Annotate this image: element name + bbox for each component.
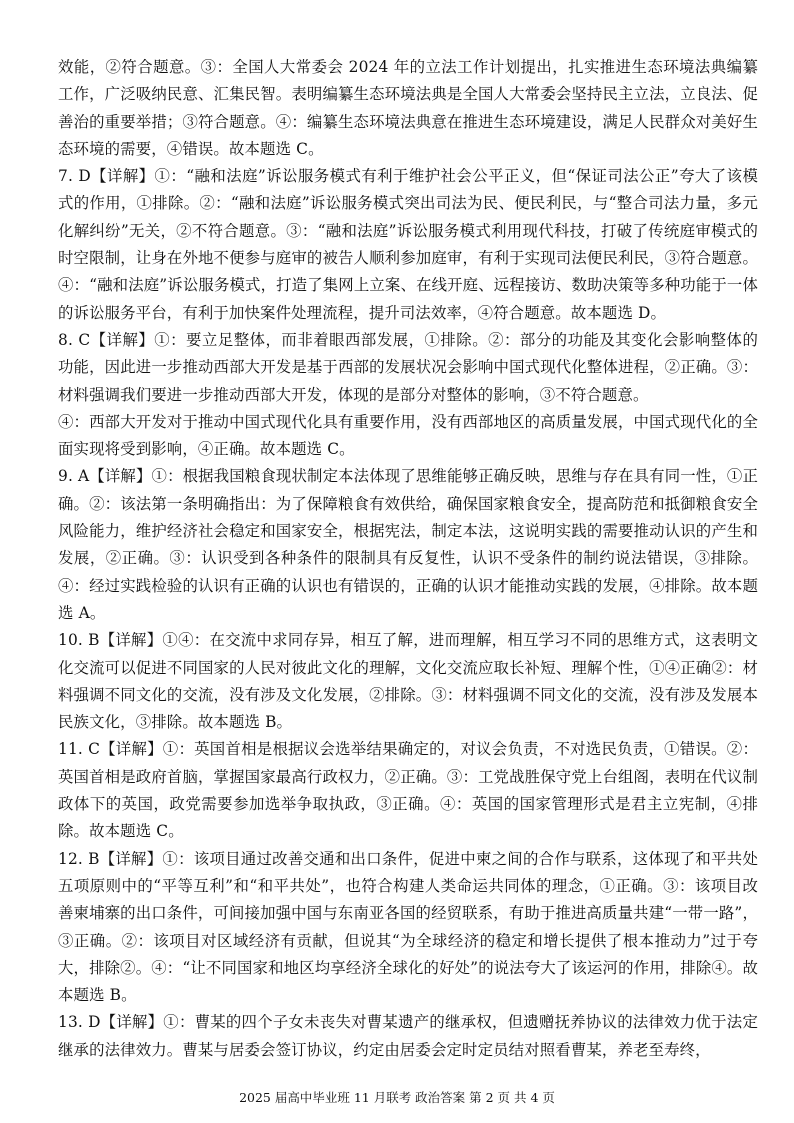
answer-body <box>58 54 758 1064</box>
paragraph-q11: 11. C【详解】①：英国首相是根据议会选举结果确定的，对议会负责，不对选民负责，①错误。②：英国首相是政府首脑，掌握国家最高行政权力，②正确。③：工党战胜保守党上台组阁，表明在代议制政体下的英国，政党需要参加选举争取执政，③正确。④：英国的国家管理形式是君主立宪制，④排除。故本题选 C。 <box>58 740 758 841</box>
paragraph-q8-part4: ④：西部大开发对于推动中国式现代化具有重要作用，没有西部地区的高质量发展，中国式现代化的全面实现将受到影响，④正确。故本题选 C。 <box>58 412 758 459</box>
paragraph-q6-continued: 效能，②符合题意。③：全国人大常委会 2024 年的立法工作计划提出，扎实推进生态环境法典编纂工作，广泛吸纳民意、汇集民智。表明编纂生态环境法典是全国人大常委会坚持民主立法，立良法、促善治的重要举措；③符合题意。④：编纂生态环境法典意在推进生态环境建设，满足人民群众对美好生态环境的需要，④错误。故本题选 C。 <box>58 58 758 158</box>
page-footer: 2025 届高中毕业班 11 月联考 政治答案 第 2 页 共 4 页 <box>239 1090 555 1105</box>
paragraph-q9: 9. A【详解】①：根据我国粮食现状制定本法体现了思维能够正确反映，思维与存在具有同一性，①正确。②：该法第一条明确指出：为了保障粮食有效供给，确保国家粮食安全，提高防范和抵御粮食安全风险能力，维护经济社会稳定和国家安全，根据宪法，制定本法，这说明实践的需要推动认识的产生和发展，②正确。③：认识受到各种条件的限制具有反复性，认识不受条件的制约说法错误，③排除。④：经过实践检验的认识有正确的认识也有错误的，正确的认识才能推动实践的发展，④排除。故本题选 A。 <box>58 467 758 622</box>
paragraph-q13: 13. D【详解】①：曹某的四个子女未丧失对曹某遗产的继承权，但遗赠抚养协议的法律效力优于法定继承的法律效力。曹某与居委会签订协议，约定由居委会定时定员结对照看曹某，养老至寿终， <box>58 1013 758 1059</box>
paragraph-q12: 12. B【详解】①：该项目通过改善交通和出口条件，促进中柬之间的合作与联系，这体现了和平共处五项原则中的“平等互利”和“和平共处”，也符合构建人类命运共同体的理念，①正确。③：该项目改善柬埔寨的出口条件，可间接加强中国与东南亚各国的经贸联系，有助于推进高质量共建“一带一路”，③正确。②：该项目对区域经济有贡献，但说其“为全球经济的稳定和增长提供了根本推动力”过于夸大，排除②。④：“让不同国家和地区均享经济全球化的好处”的说法夸大了该运河的作用，排除④。故本题选 B。 <box>58 849 758 1005</box>
paragraph-q10: 10. B【详解】①④：在交流中求同存异，相互了解，进而理解，相互学习不同的思维方式，这表明文化交流可以促进不同国家的人民对彼此文化的理解，文化交流应取长补短、理解个性，①④正确②：材料强调不同文化的交流，没有涉及文化发展，②排除。③：材料强调不同文化的交流，没有涉及发展本民族文化，③排除。故本题选 B。 <box>58 631 758 732</box>
paragraph-q7: 7. D【详解】①：“融和法庭”诉讼服务模式有利于维护社会公平正义，但“保证司法公正”夸大了该模式的作用，①排除。②：“融和法庭”诉讼服务模式突出司法为民、便民利民，与“整合司法力量，多元化解纠纷”无关，②不符合题意。③：“融和法庭”诉讼服务模式利用现代科技，打破了传统庭审模式的时空限制，让身在外地不便参与庭审的被告人顺利参加庭审，有利于实现司法便民利民，③符合题意。④：“融和法庭”诉讼服务模式，打造了集网上立案、在线开庭、远程接访、数助决策等多种功能于一体的诉讼服务平台，有利于加快案件处理流程，提升司法效率，④符合题意。故本题选 D。 <box>58 167 758 322</box>
paragraph-q8: 8. C【详解】①：要立足整体，而非着眼西部发展，①排除。②：部分的功能及其变化会影响整体的功能，因此进一步推动西部大开发是基于西部的发展状况会影响中国式现代化整体进程，②正确。③：材料强调我们要进一步推动西部大开发，体现的是部分对整体的影响，③不符合题意。 <box>58 330 758 404</box>
